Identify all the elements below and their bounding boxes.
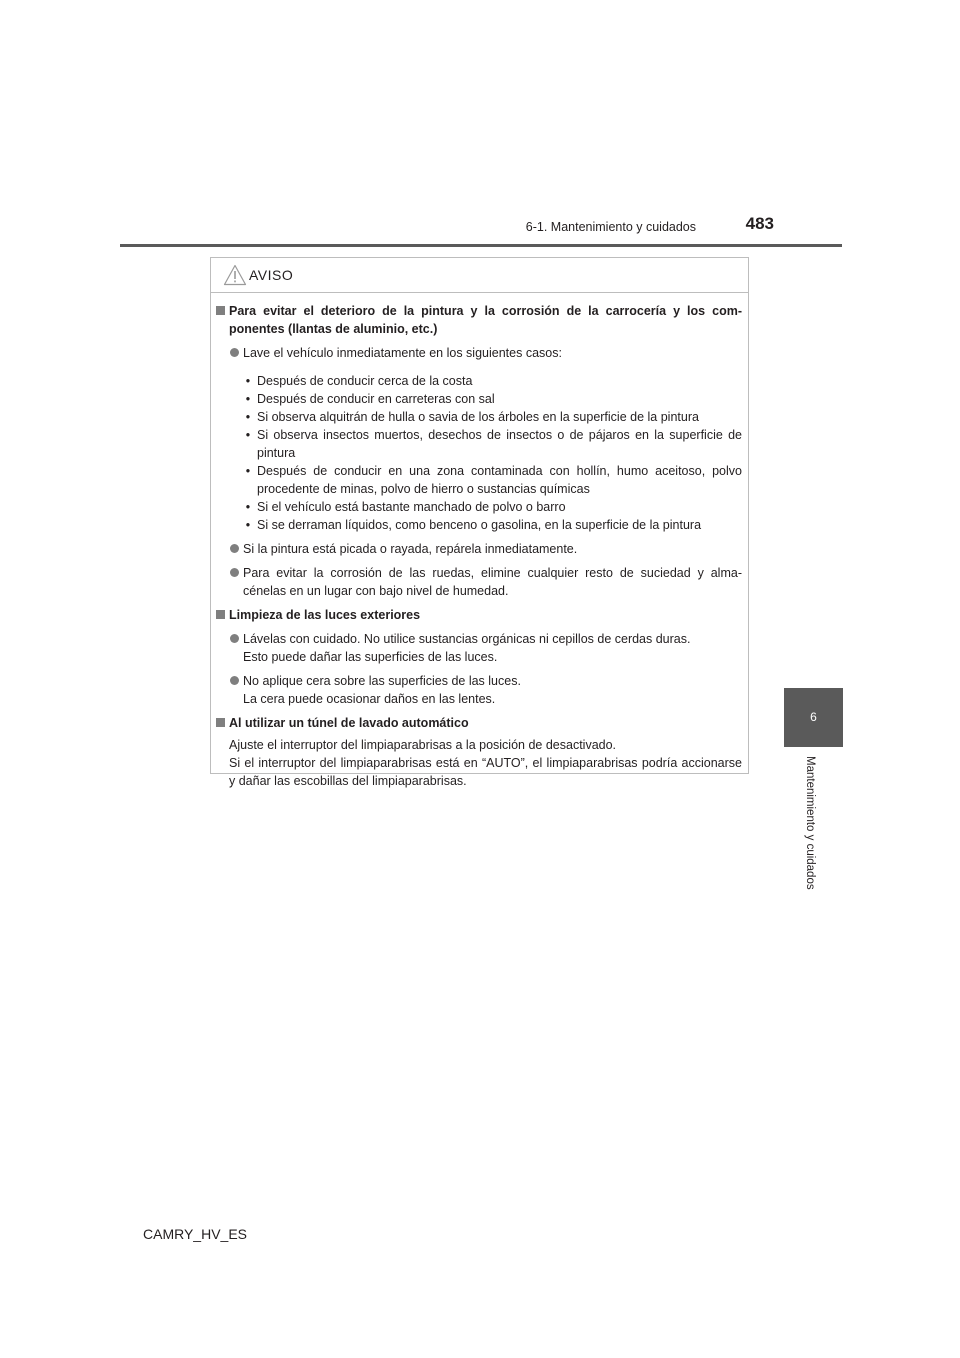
dot-icon: •: [245, 500, 251, 514]
square-bullet-icon: [216, 306, 225, 315]
circle-bullet-icon: [230, 676, 239, 685]
list-item: No aplique cera sobre las superficies de las luces. La cera puede ocasionar daños en las lentes.: [216, 672, 742, 708]
sublist-wash-cases: [216, 372, 742, 534]
carwash-paragraph: Ajuste el interruptor del limpiaparabrisas a la posición de desactivado. Si el interruptor del limpiaparabrisas está en “AUTO”, el limpiaparabrisas podría accionarse y dañar las escobillas del limpiaparabrisas.: [229, 738, 742, 788]
list-item: Lávelas con cuidado. No utilice sustancias orgánicas ni cepillos de cerdas duras. Esto puede dañar las superficies de las luces.: [216, 630, 742, 666]
warning-content: [216, 302, 742, 790]
circle-bullet-icon: [230, 634, 239, 643]
dot-icon: •: [245, 428, 251, 442]
dot-icon: •: [245, 464, 251, 478]
warning-divider: [211, 292, 748, 293]
circle-bullet-icon: [230, 568, 239, 577]
sub-list-item: • Después de conducir en una zona contaminada con hollín, humo aceitoso, polvo procedente de minas, polvo de hierro o sustancias químicas: [216, 462, 742, 498]
page-number: 483: [745, 214, 774, 233]
dot-icon: •: [245, 410, 251, 424]
warning-title: AVISO: [249, 267, 294, 283]
section-heading-lights: Limpieza de las luces exteriores: [216, 606, 742, 624]
warning-triangle-icon: [223, 264, 247, 286]
list-item: Lave el vehículo inmediatamente en los siguientes casos:: [216, 344, 742, 362]
model-code: CAMRY_HV_ES: [143, 1226, 248, 1242]
sub-list-item: • Si observa alquitrán de hulla o savia de los árboles en la superficie de la pintura: [216, 408, 742, 426]
section-heading-carwash: Al utilizar un túnel de lavado automático: [216, 714, 742, 732]
sub-list-item: • Si el vehículo está bastante manchado de polvo o barro: [216, 498, 742, 516]
section-title: 6-1. Mantenimiento y cuidados: [525, 220, 696, 234]
list-item: Para evitar la corrosión de las ruedas, elimine cualquier resto de suciedad y alma- cénelas en un lugar con bajo nivel de humedad.: [216, 564, 742, 600]
dot-icon: •: [245, 518, 251, 532]
warning-box: [210, 257, 749, 788]
sub-list-item: • Después de conducir en carreteras con sal: [216, 390, 742, 408]
section-heading-paint: Para evitar el deterioro de la pintura y la corrosión de la carrocería y los com- ponentes (llantas de aluminio, etc.): [216, 302, 742, 338]
warning-header: [223, 262, 293, 288]
chapter-tab-label: Mantenimiento y cuidados: [804, 756, 816, 890]
circle-bullet-icon: [230, 544, 239, 553]
square-bullet-icon: [216, 718, 225, 727]
chapter-tab: 6: [784, 688, 843, 747]
square-bullet-icon: [216, 610, 225, 619]
sub-list-item: • Si observa insectos muertos, desechos de insectos o de pájaros en la superficie de pintura: [216, 426, 742, 462]
dot-icon: •: [245, 374, 251, 388]
sub-list-item: • Después de conducir cerca de la costa: [216, 372, 742, 390]
dot-icon: •: [245, 392, 251, 406]
circle-bullet-icon: [230, 348, 239, 357]
sub-list-item: • Si se derraman líquidos, como benceno o gasolina, en la superficie de la pintura: [216, 516, 742, 534]
list-item: Si la pintura está picada o rayada, repárela inmediatamente.: [216, 540, 742, 558]
header-rule: [120, 244, 842, 247]
